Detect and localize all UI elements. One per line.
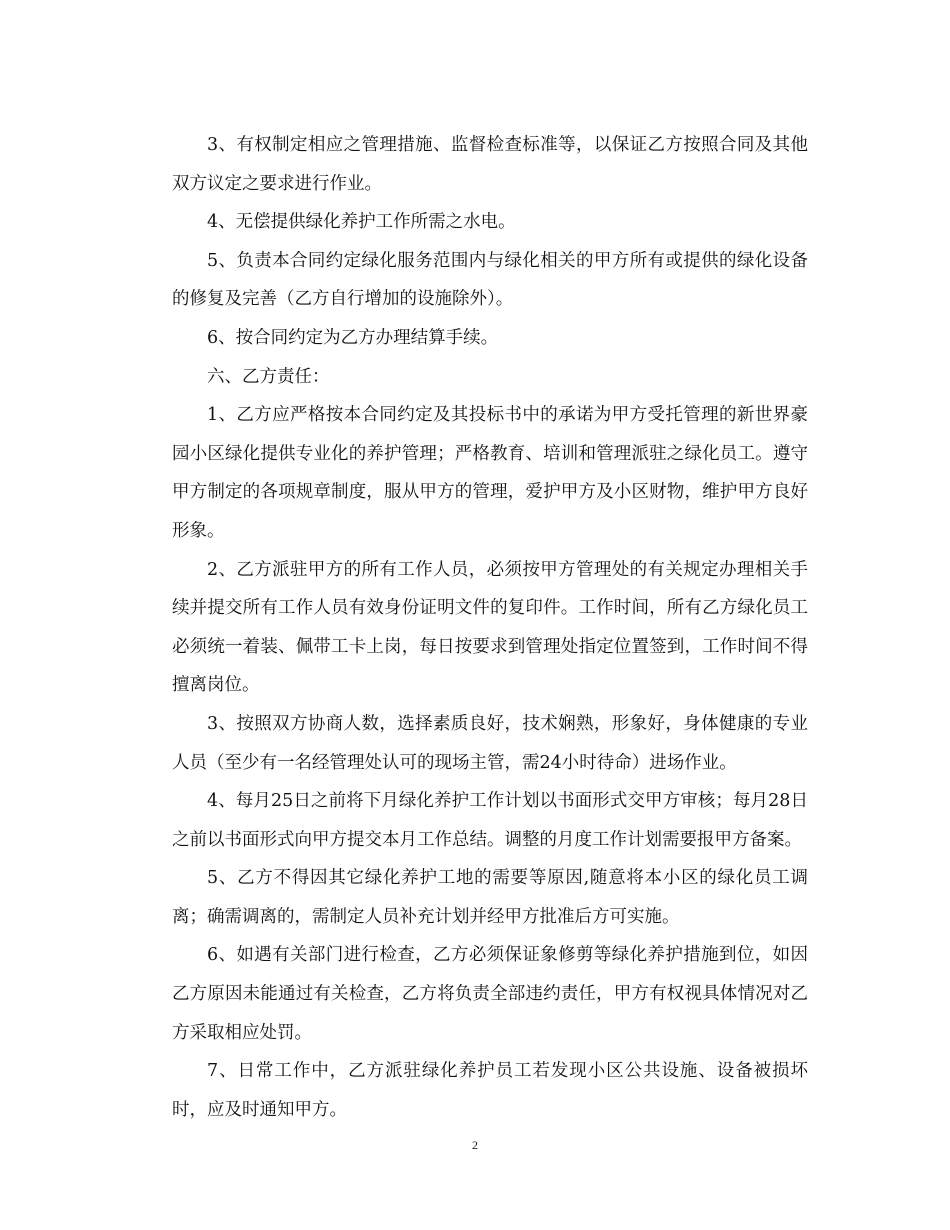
paragraph-6: 1、乙方应严格按本合同约定及其投标书中的承诺为甲方受托管理的新世界豪园小区绿化提供专业化的养护管理；严格教育、培训和管理派驻之绿化员工。遵守甲方制定的各项规章制度，服从甲方的管理，爱护甲方及小区财物，维护甲方良好形象。 — [172, 405, 808, 541]
document-body — [172, 126, 808, 1129]
paragraph-1: 3、有权制定相应之管理措施、监督检查标准等，以保证乙方按照合同及其他双方议定之要求进行作业。 — [172, 135, 808, 194]
paragraph-12: 7、日常工作中，乙方派驻绿化养护员工若发现小区公共设施、设备被损坏时，应及时通知甲方。 — [172, 1061, 808, 1120]
paragraph-4: 6、按合同约定为乙方办理结算手续。 — [207, 327, 499, 348]
paragraph-8: 3、按照双方协商人数，选择素质良好，技术娴熟，形象好，身体健康的专业人员（至少有一名经管理处认可的现场主管，需24小时待命）进场作业。 — [172, 713, 808, 773]
paragraph-10: 5、乙方不得因其它绿化养护工地的需要等原因,随意将本小区的绿化员工调离；确需调离的，需制定人员补充计划并经甲方批准后方可实施。 — [172, 868, 808, 927]
section-heading: 六、乙方责任： — [207, 366, 330, 387]
paragraph-7: 2、乙方派驻甲方的所有工作人员，必须按甲方管理处的有关规定办理相关手续并提交所有工作人员有效身份证明文件的复印件。工作时间，所有乙方绿化员工必须统一着装、佩带工卡上岗，每日按要求到管理处指定位置签到，工作时间不得擅离岗位。 — [172, 559, 808, 696]
paragraph-9: 4、每月25日之前将下月绿化养护工作计划以书面形式交甲方审核；每月28日之前以书面形式向甲方提交本月工作总结。调整的月度工作计划需要报甲方备案。 — [172, 791, 808, 850]
page-number: 2 — [472, 1138, 478, 1152]
paragraph-3: 5、负责本合同约定绿化服务范围内与绿化相关的甲方所有或提供的绿化设备的修复及完善（乙方自行增加的设施除外）。 — [172, 250, 808, 310]
paragraph-2: 4、无偿提供绿化养护工作所需之水电。 — [207, 212, 516, 233]
paragraph-11: 6、如遇有关部门进行检查，乙方必须保证象修剪等绿化养护措施到位，如因乙方原因未能通过有关检查，乙方将负责全部违约责任，甲方有权视具体情况对乙方采取相应处罚。 — [172, 945, 808, 1043]
